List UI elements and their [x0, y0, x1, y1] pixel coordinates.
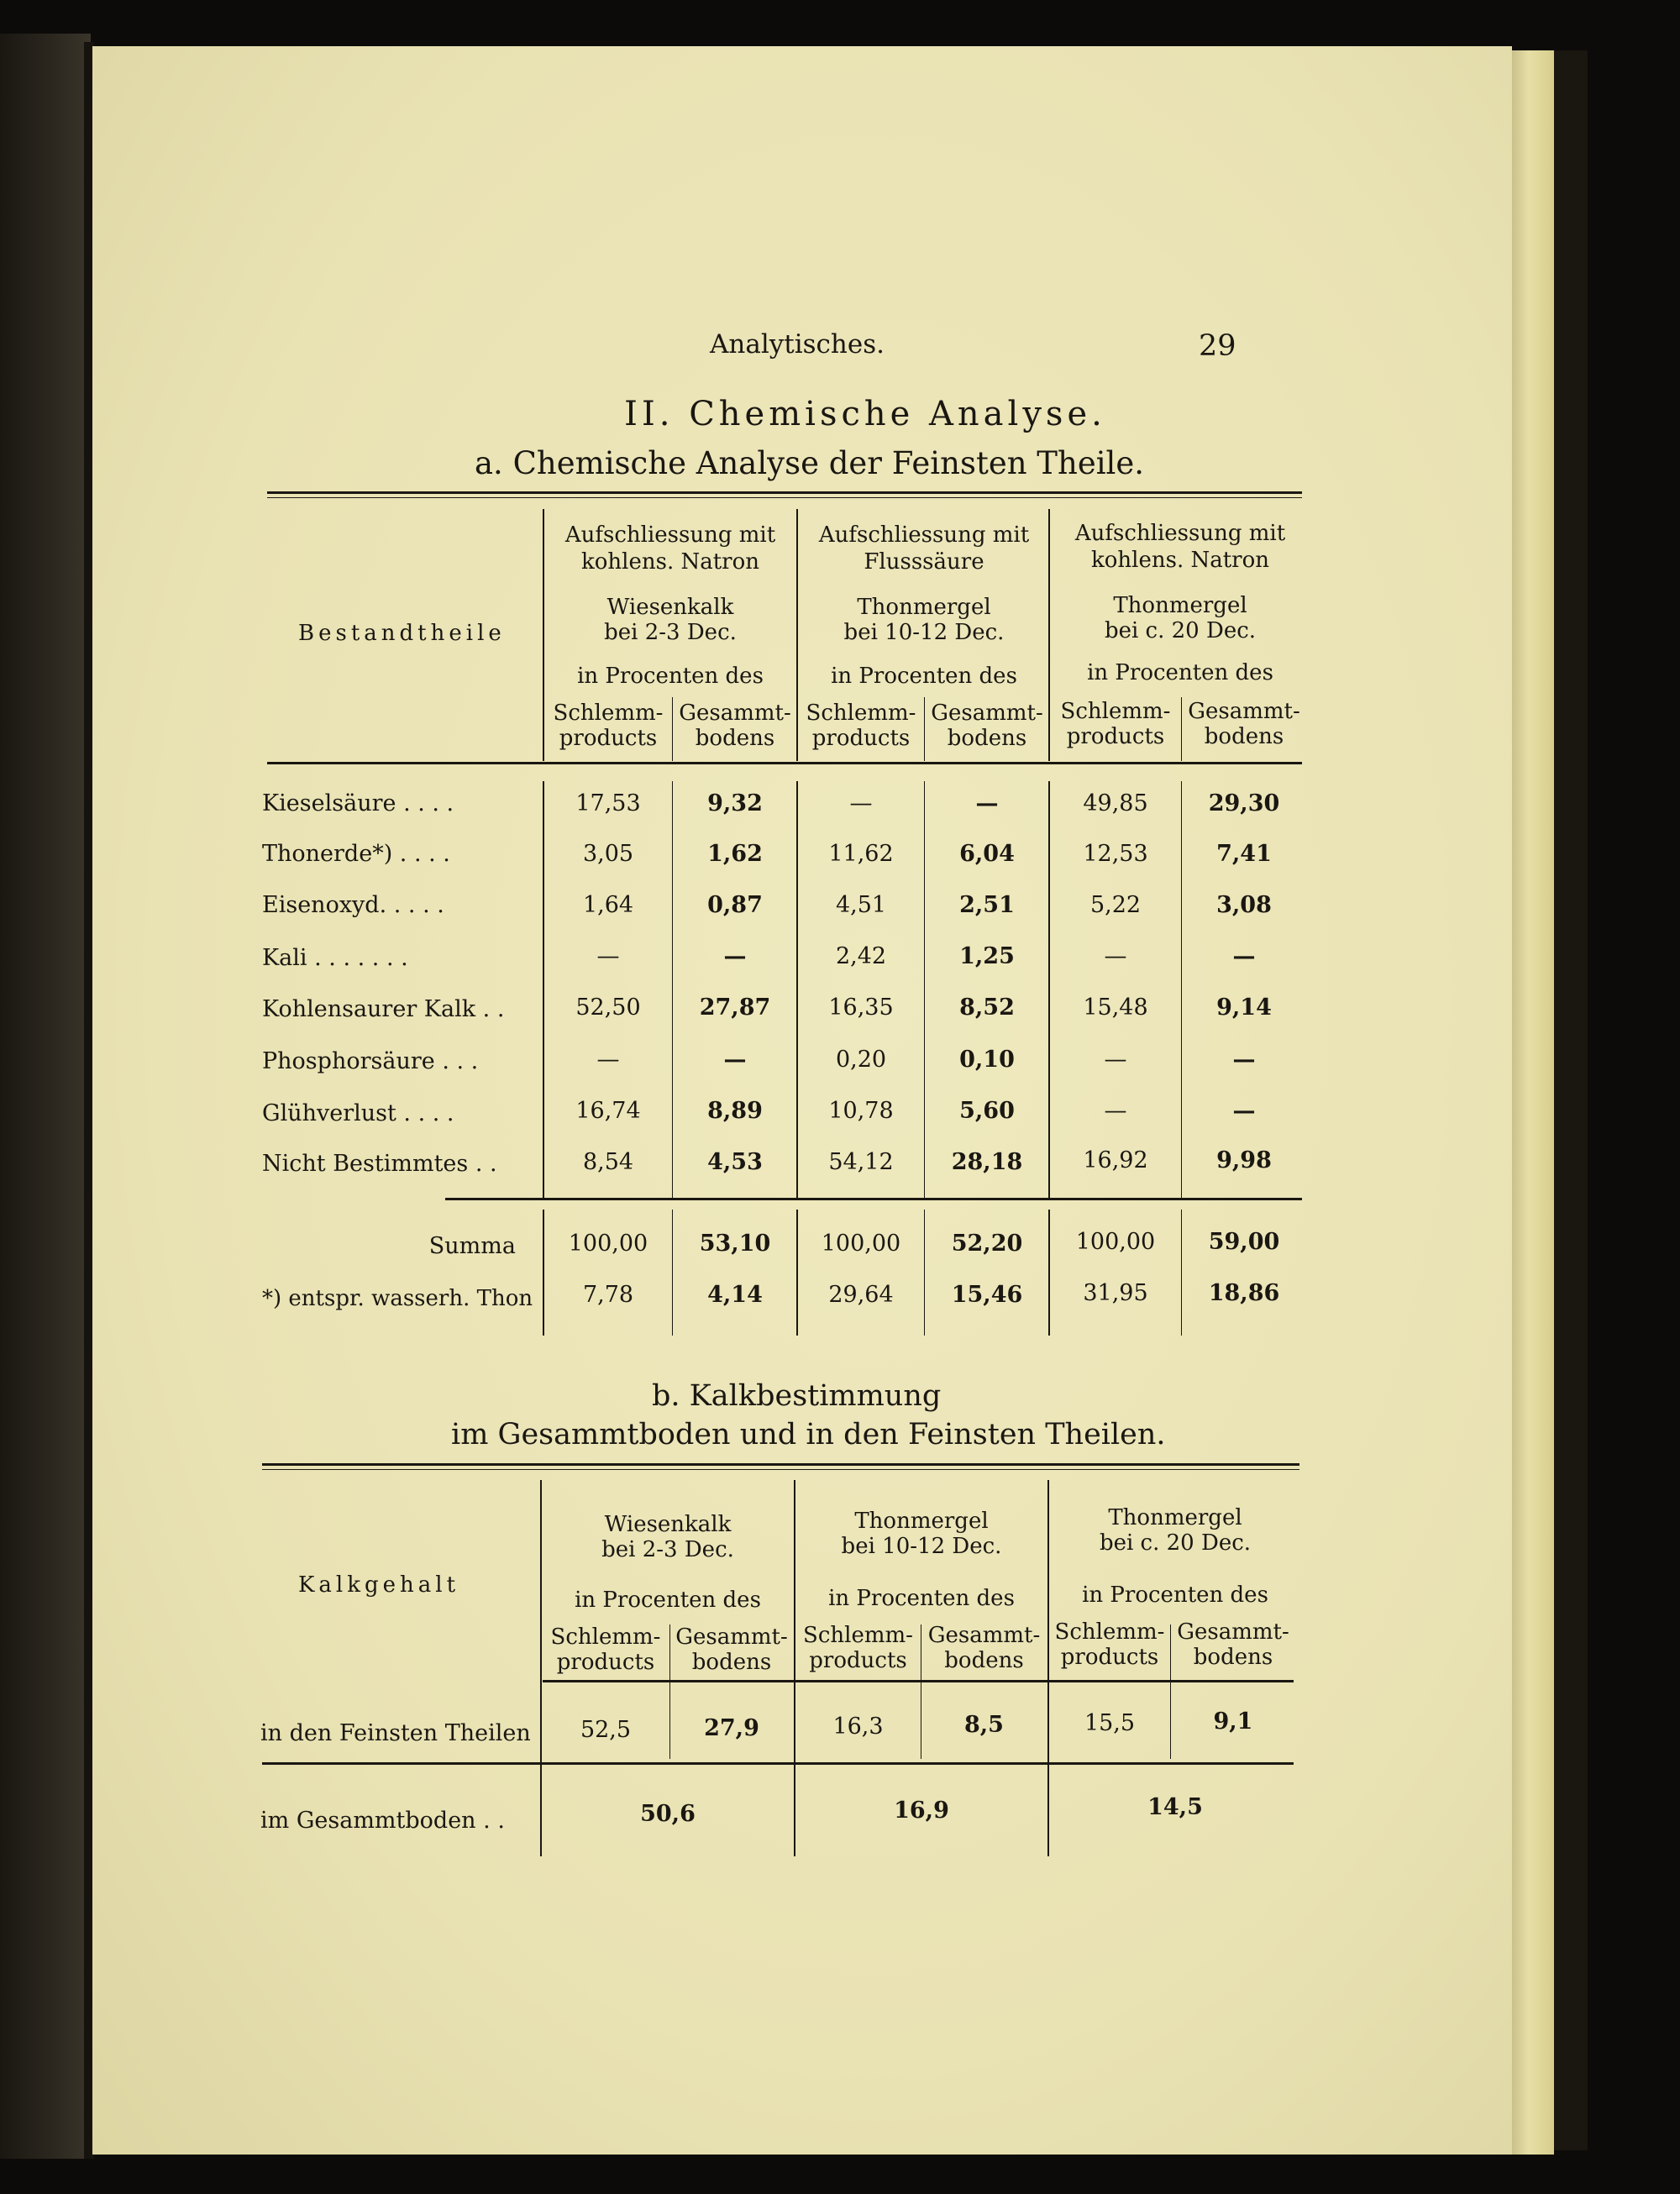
table-a-row-header: Bestandtheile: [298, 621, 506, 646]
table-b-col-header: Gesammt-: [1177, 1619, 1289, 1645]
table-a-soil: bei 2-3 Dec.: [604, 620, 737, 645]
cell: 15,48: [1083, 995, 1148, 1021]
cell: 15,46: [951, 1282, 1023, 1308]
cell: 3,08: [1216, 892, 1272, 918]
cell: 4,53: [707, 1149, 763, 1175]
cell: 0,10: [959, 1047, 1015, 1073]
cell: 16,92: [1083, 1147, 1148, 1173]
cell: 0,87: [707, 892, 763, 918]
cell: 8,52: [959, 995, 1015, 1021]
cell: 8,5: [964, 1712, 1004, 1738]
table-b-col-header: products: [1060, 1645, 1159, 1670]
cell: 6,04: [959, 841, 1015, 867]
table-a-col-header: Schlemm-: [553, 701, 664, 726]
cell: —: [723, 943, 747, 969]
table-a-col-header: bodens: [695, 726, 775, 751]
cell: 8,89: [707, 1098, 763, 1124]
table-b-mid-rule: [262, 1762, 1294, 1765]
cell: 1,62: [707, 841, 763, 867]
section-b-heading: b. Kalkbestimmung: [652, 1379, 942, 1413]
table-a-vline: [796, 1210, 798, 1336]
table-a-col-header: Gesammt-: [931, 701, 1043, 726]
table-b-row-header: Kalkgehalt: [298, 1572, 460, 1598]
table-a-method: kohlens. Natron: [581, 549, 759, 575]
table-a-top-rule-thin: [267, 497, 1302, 498]
footnote-label: *) entspr. wasserh. Thon: [262, 1286, 533, 1311]
row-label: im Gesammtboden . .: [260, 1808, 505, 1834]
cell: 10,78: [828, 1098, 894, 1124]
cell: 29,30: [1208, 790, 1280, 816]
table-a-col-header: bodens: [1204, 724, 1284, 749]
cell: —: [975, 790, 999, 816]
cell: 16,9: [894, 1798, 949, 1824]
table-b-col-header: bodens: [944, 1648, 1024, 1673]
cell: 2,42: [835, 943, 887, 969]
cell: —: [1232, 1098, 1256, 1124]
cell: 27,9: [704, 1715, 759, 1741]
cell: —: [1104, 1098, 1127, 1124]
table-b-col-header: products: [556, 1650, 655, 1675]
table-a-col-header: products: [811, 726, 911, 751]
table-a-soil: bei c. 20 Dec.: [1104, 618, 1257, 643]
table-a-unit: in Procenten des: [831, 664, 1017, 689]
table-a-method: Flusssäure: [864, 549, 984, 575]
cell: 11,62: [828, 841, 894, 867]
row-label: Glühverlust . . . .: [262, 1100, 454, 1126]
cell: 5,60: [959, 1098, 1015, 1124]
cell: 31,95: [1083, 1280, 1148, 1306]
cell: 50,6: [640, 1801, 696, 1827]
cell: 52,20: [951, 1231, 1023, 1257]
cell: 16,35: [828, 995, 894, 1021]
cell: 54,12: [828, 1149, 894, 1175]
row-label: in den Feinsten Theilen: [260, 1720, 531, 1746]
cell: 9,14: [1216, 995, 1272, 1021]
table-b-col-header: Schlemm-: [803, 1623, 913, 1648]
table-a-soil: Thonmergel: [1113, 593, 1247, 618]
table-a-top-rule: [267, 491, 1302, 494]
cell: 12,53: [1083, 841, 1148, 867]
cell: —: [1104, 943, 1127, 969]
table-b-col-header: Gesammt-: [675, 1625, 788, 1650]
cell: 27,87: [699, 995, 771, 1021]
table-b-soil: bei c. 20 Dec.: [1099, 1530, 1252, 1556]
cell: 52,5: [580, 1717, 632, 1743]
cell: —: [1232, 943, 1256, 969]
cell: —: [849, 790, 873, 816]
section-b-subheading: im Gesammtboden und in den Feinsten Theilen.: [451, 1418, 1166, 1451]
table-a-col-header: Gesammt-: [679, 701, 791, 726]
cell: 3,05: [582, 841, 634, 867]
table-a-col-header: bodens: [947, 726, 1027, 751]
summa-label: Summa: [428, 1233, 516, 1259]
cell: —: [723, 1047, 747, 1073]
cell: 53,10: [699, 1231, 771, 1257]
table-b-top-rule-thin: [262, 1469, 1299, 1470]
table-b-col-header: bodens: [1193, 1645, 1273, 1670]
row-label: Thonerde*) . . . .: [262, 841, 450, 867]
cell: 29,64: [828, 1282, 894, 1308]
cell: 2,51: [959, 892, 1015, 918]
cell: 16,74: [575, 1098, 641, 1124]
row-label: Kali . . . . . . .: [262, 945, 408, 971]
cell: 100,00: [821, 1231, 901, 1257]
table-a-subline: [672, 1210, 673, 1336]
cell: 9,98: [1216, 1147, 1272, 1173]
table-b-col-header: bodens: [691, 1650, 772, 1675]
row-label: Eisenoxyd. . . . .: [262, 892, 444, 918]
table-b-col-header: Schlemm-: [550, 1625, 661, 1650]
cell: 49,85: [1083, 790, 1148, 816]
table-b-col-header: products: [809, 1648, 907, 1673]
table-a-col-header: products: [559, 726, 658, 751]
table-a-col-header: Gesammt-: [1188, 699, 1300, 724]
table-a-col-header: Schlemm-: [806, 701, 916, 726]
page-stack-edge: [1512, 50, 1554, 2155]
cell: 1,25: [959, 943, 1015, 969]
cell: 100,00: [1075, 1229, 1156, 1255]
page-number: 29: [1199, 329, 1236, 363]
cell: 18,86: [1208, 1280, 1280, 1306]
table-b-soil: Thonmergel: [1108, 1505, 1242, 1530]
cell: 1,64: [582, 892, 634, 918]
table-b-header-rule: [543, 1680, 1294, 1682]
cell: 17,53: [575, 790, 641, 816]
section-heading: II. Chemische Analyse.: [624, 395, 1106, 433]
row-label: Phosphorsäure . . .: [262, 1048, 479, 1074]
table-b-top-rule: [262, 1463, 1299, 1466]
table-a-method: Aufschliessung mit: [818, 522, 1030, 548]
table-b-soil: bei 2-3 Dec.: [601, 1537, 734, 1562]
cell: —: [1104, 1047, 1127, 1073]
table-a-unit: in Procenten des: [1087, 660, 1273, 685]
row-label: Nicht Bestimmtes . .: [262, 1151, 497, 1177]
table-a-method: kohlens. Natron: [1091, 548, 1269, 573]
table-a-summa-rule: [445, 1198, 1302, 1200]
table-b-col-header: Schlemm-: [1054, 1619, 1165, 1645]
table-b-soil: Thonmergel: [854, 1509, 989, 1534]
cell: 59,00: [1208, 1229, 1280, 1255]
cell: 0,20: [835, 1047, 887, 1073]
table-a-col-header: Schlemm-: [1060, 699, 1171, 724]
cell: 4,14: [707, 1282, 763, 1308]
cell: —: [1232, 1047, 1256, 1073]
table-a-header-rule: [267, 762, 1302, 764]
table-b-unit: in Procenten des: [1082, 1583, 1268, 1608]
table-a-unit: in Procenten des: [577, 664, 764, 689]
cell: 9,32: [707, 790, 763, 816]
book-cover-edge: [1554, 50, 1588, 2150]
table-b-soil: Wiesenkalk: [604, 1512, 732, 1537]
cell: 15,5: [1084, 1710, 1136, 1736]
cell: 28,18: [951, 1149, 1023, 1175]
table-a-method: Aufschliessung mit: [564, 522, 776, 548]
cell: 7,41: [1216, 841, 1272, 867]
table-b-soil: bei 10-12 Dec.: [841, 1534, 1002, 1559]
cell: 8,54: [582, 1149, 634, 1175]
running-head-title: Analytisches.: [710, 329, 885, 360]
table-a-vline: [543, 1210, 544, 1336]
table-a-col-header: products: [1066, 724, 1165, 749]
cell: 100,00: [568, 1231, 648, 1257]
table-a-soil: bei 10-12 Dec.: [843, 620, 1005, 645]
section-subheading: a. Chemische Analyse der Feinsten Theile.: [475, 445, 1145, 481]
table-a-soil: Thonmergel: [857, 595, 991, 620]
cell: 4,51: [835, 892, 887, 918]
cell: 52,50: [575, 995, 641, 1021]
left-page-edge: [0, 34, 91, 2159]
table-b-unit: in Procenten des: [828, 1586, 1015, 1611]
table-a-subline: [924, 1210, 925, 1336]
cell: 9,1: [1213, 1708, 1253, 1735]
table-b-col-header: Gesammt-: [927, 1623, 1041, 1648]
table-a-method: Aufschliessung mit: [1074, 521, 1286, 546]
cell: 7,78: [582, 1282, 634, 1308]
cell: 16,3: [832, 1714, 884, 1740]
row-label: Kieselsäure . . . .: [262, 790, 454, 816]
cell: 5,22: [1089, 892, 1142, 918]
row-label: Kohlensaurer Kalk . .: [262, 996, 505, 1022]
cell: —: [596, 943, 620, 969]
cell: 14,5: [1147, 1794, 1203, 1820]
table-a-soil: Wiesenkalk: [606, 595, 734, 620]
cell: —: [596, 1047, 620, 1073]
table-b-unit: in Procenten des: [575, 1588, 761, 1613]
